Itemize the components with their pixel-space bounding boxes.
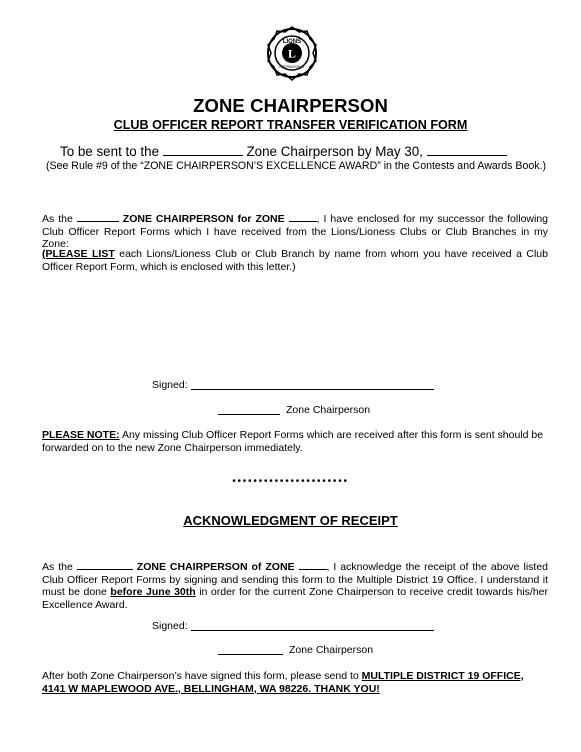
zc-name-line-1[interactable] [218, 414, 280, 415]
ack-paragraph [42, 559, 548, 611]
as-the-label: As the [42, 213, 73, 225]
logo-text-bottom: INTERNATIONAL [279, 65, 305, 69]
zone-number-blank[interactable] [289, 211, 317, 222]
signature-line-1[interactable] [191, 389, 434, 390]
deadline-text: before June 30th [110, 586, 196, 599]
section1-text: , I have enclosed for my successor the following Club Officer Report Forms which I have received from the Lions/Lioness Clubs or Club Branches in my Zone: [42, 213, 548, 251]
footer-paragraph [42, 670, 548, 695]
logo-text-top: LIONS [282, 39, 302, 45]
zc-for-zone-label: ZONE CHAIRPERSON for ZONE [122, 213, 285, 225]
send-instructions [60, 144, 507, 159]
logo-letter: L [287, 46, 297, 61]
footer-address-2: 4141 W MAPLEWOOD AVE., BELLINGHAM, WA 98226. THANK YOU! [42, 682, 380, 695]
incoming-zc-blank[interactable] [77, 559, 133, 570]
zone-blank-field[interactable] [163, 145, 243, 156]
lions-logo [265, 24, 319, 84]
zc-label-2: Zone Chairperson [289, 644, 374, 656]
ack-as-the: As the [42, 561, 73, 573]
zc-name-line-2[interactable] [218, 654, 283, 655]
section-separator: •••••••••••••••••••••• [232, 476, 349, 487]
footer-address-1: MULTIPLE DISTRICT 19 OFFICE, [361, 670, 524, 682]
zc-label-1: Zone Chairperson [286, 404, 371, 416]
please-list-text: each Lions/Lioness Club or Club Branch by name from whom you have received a Club Officer Report Form, which is enclosed with this letter.) [42, 248, 548, 273]
sent-part1: To be sent to the [60, 144, 160, 159]
zc-of-zone-label: ZONE CHAIRPERSON of ZONE [136, 561, 295, 573]
section1-paragraph [42, 211, 548, 251]
please-note-text: Any missing Club Officer Report Forms which are received after this form is sent should be forwarded on to the new Zone Chairperson immediately. [42, 429, 544, 454]
outgoing-zc-blank[interactable] [77, 211, 119, 222]
please-note-paragraph [42, 429, 548, 454]
year-blank-field[interactable] [427, 145, 507, 156]
ack-zone-number-blank[interactable] [299, 559, 327, 570]
signature-line-2[interactable] [191, 630, 434, 631]
ack-text-2: in order for the current Zone Chairperson to receive credit towards his/her Excellence Award. [42, 586, 548, 611]
sent-part2: Zone Chairperson by May 30, [246, 144, 423, 159]
please-list-paragraph [42, 248, 548, 273]
footer-text: After both Zone Chairperson’s have signed this form, please send to [42, 670, 362, 682]
signed-label-2: Signed: [152, 620, 188, 632]
please-list-label: (PLEASE LIST [42, 248, 115, 260]
page-title: ZONE CHAIRPERSON [193, 95, 388, 116]
ack-title: ACKNOWLEDGMENT OF RECEIPT [183, 513, 398, 528]
ack-text-1: , I acknowledge the receipt of the above listed Club Officer Report Forms by signing and sending this form to the Multiple District 19 Office. I understand it must be done [42, 561, 549, 599]
please-note-label: PLEASE NOTE: [42, 429, 120, 441]
rule-note: (See Rule #9 of the “ZONE CHAIRPERSON’S EXCELLENCE AWARD” in the Contests and Awards Book.) [45, 160, 547, 172]
signed-label-1: Signed: [152, 379, 188, 391]
page-subtitle: CLUB OFFICER REPORT TRANSFER VERIFICATION FORM [113, 118, 468, 132]
